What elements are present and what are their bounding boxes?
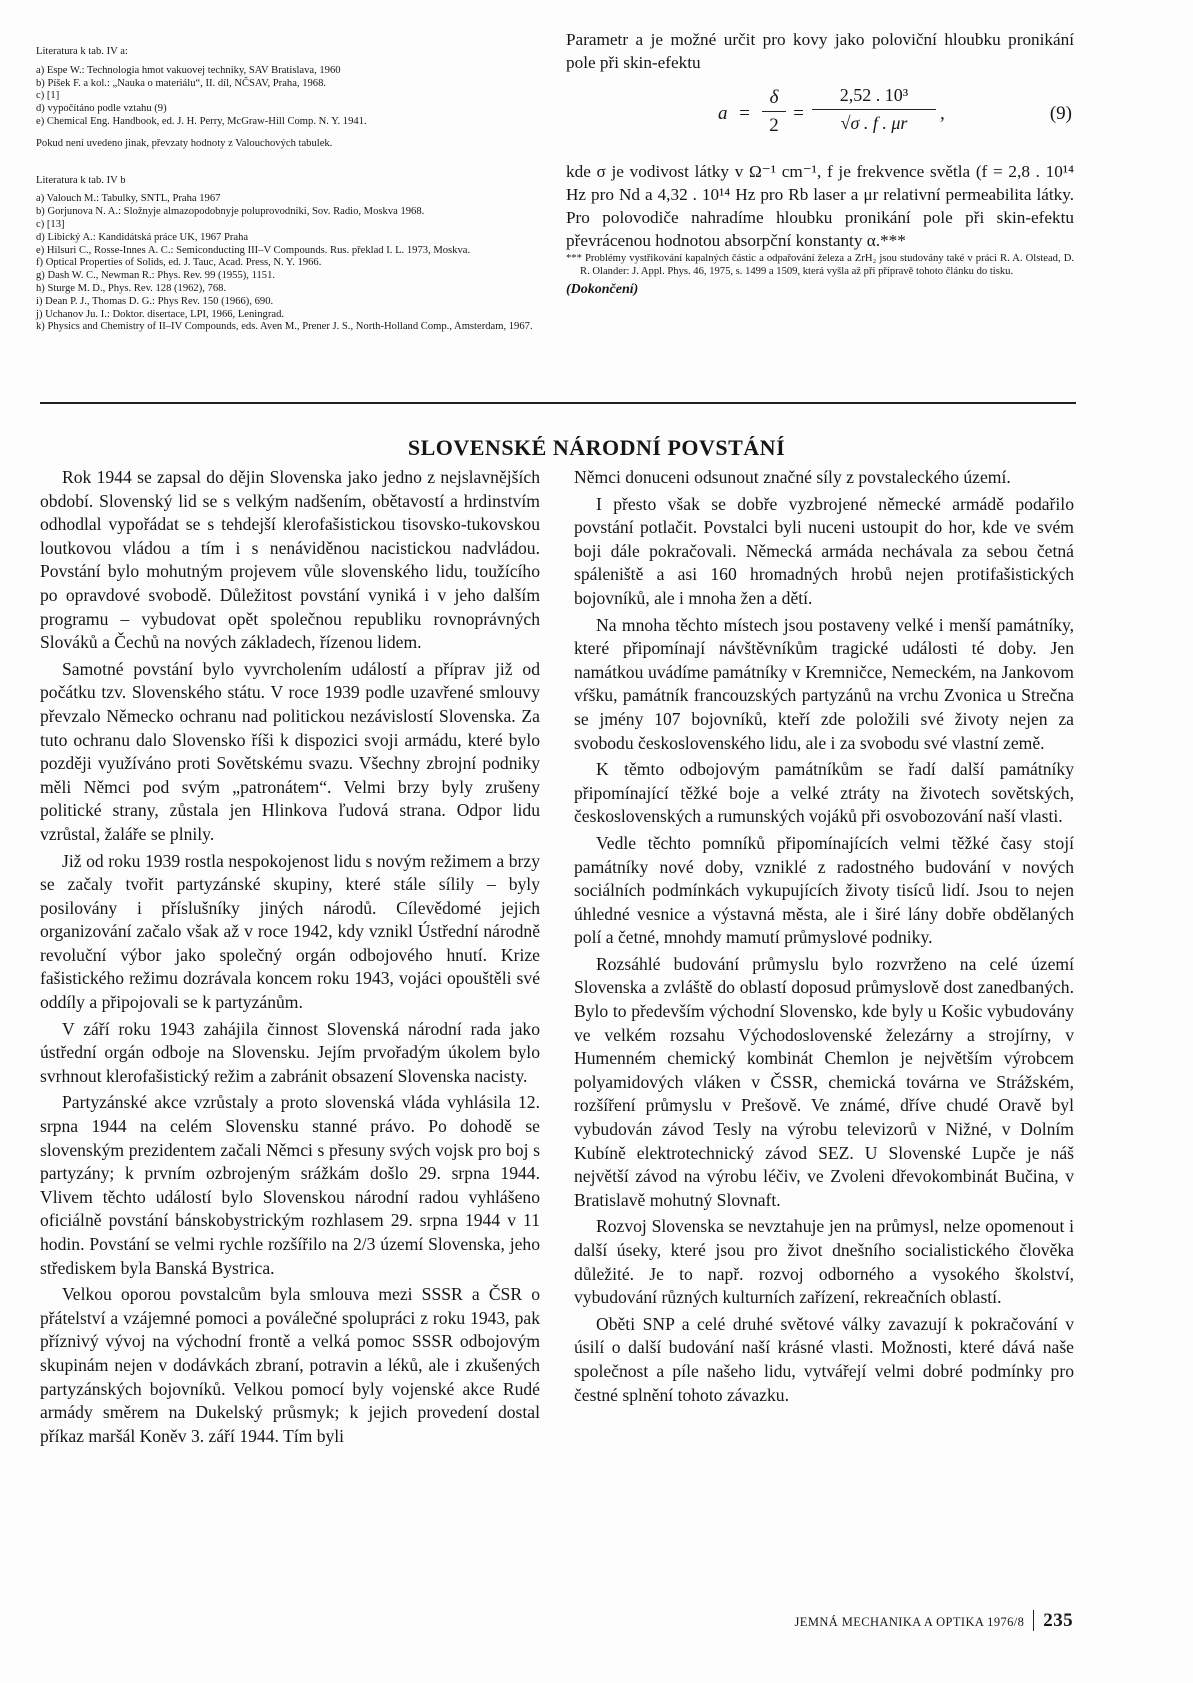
ref-item: g) Dash W. C., Newman R.: Phys. Rev. 99 (1955), 1151.: [36, 270, 276, 282]
refs-a-list: [36, 65, 566, 129]
previous-article-ending: [566, 28, 1074, 301]
equals-sign: =: [738, 103, 751, 124]
equation-9: [566, 78, 1074, 152]
article-ending-mark: (Dokončení): [566, 282, 639, 297]
equals-sign: =: [792, 103, 805, 124]
formula-intro: Parametr a je možné určit pro kovy jako poloviční hloubku pronikání pole při skin-efektu: [566, 30, 1074, 72]
article-title: SLOVENSKÉ NÁRODNÍ POVSTÁNÍ: [407, 434, 786, 460]
ref-item: e) Chemical Eng. Handbook, ed. J. H. Perry, McGraw-Hill Comp. N. Y. 1941.: [36, 115, 367, 127]
fraction-denominator: √σ . f . μr: [840, 113, 908, 133]
refs-b-list: [36, 193, 566, 334]
references-block: [36, 46, 566, 343]
ref-item: f) Optical Properties of Solids, ed. J. Tauc, Acad. Press, N. Y. 1966.: [36, 257, 322, 269]
paragraph: K těmto odbojovým památníkům se řadí další památníky připomínající těžké boje a velké ztráty na životech sovětských, československých a rumunských vojáků při osvobozování naší vlasti.: [574, 759, 1074, 827]
ref-item: a) Espe W.: Technologia hmot vakuovej techniky, SAV Bratislava, 1960: [36, 64, 341, 76]
fraction-bar: [762, 111, 786, 112]
paragraph: V září roku 1943 zahájila činnost Slovenská národní rada jako ústřední orgán odboje na Slovensku. Jejím prvořadým úkolem bylo svrhnout klerofašistický režim a zabránit obsazení Slovenska nacisty.: [40, 1018, 540, 1086]
paragraph: Partyzánské akce vzrůstaly a proto slovenská vláda vyhlásila 12. srpna 1944 na celém Slovensku stanné právo. Po dohodě se slovenským prezidentem začali Němci s přesuny svých vojsk pro boj s partyzány; k prvním ozbrojeným srážkám došlo 29. srpna 1944. Vlivem těchto událostí bylo Slovenskou národní radou vyhlášeno oficiálně povstání bánskobystrickým rozhlasem 29. srpna 1944 v 11 hodin. Povstání se velmi rychle rozšířilo na 2/3 území Slovenska, jeho střediskem byla Banská Bystrica.: [40, 1092, 540, 1278]
paragraph: Rozsáhlé budování průmyslu bylo rozvrženo na celé území Slovenska a zvláště do oblastí doposud průmyslově dost zanedbaných. Bylo to především východní Slovensko, kde byly u Košic vybudovány ve velkém rozsahu Východoslovenské železárny a strojírny, v Humenném chemický kombinát Chemlon je největším výrobcem polyamidových vláken v ČSSR, chemická továrna ve Strážském, rozšíření průmyslu v Prešově. Ve známé, dříve chudé Oravě byl vybudován závod Tesly na výrobu televizorů v Nižné, v Dolním Kubíně elektrotechnický závod SEZ. U Slovenské Lupče je náš největší závod na výrobu léčiv, ve Zvoleni dřevokombinát Bučina, v Bratislavě mohutný Slovnaft.: [574, 953, 1074, 1210]
paragraph: Vedle těchto pomníků připomínajících velmi těžké časy stojí památníky nové doby, vzniklé z radostného budování v nových sociálních podmínkách vykupujících životy tisíců lidí. Jsou to nejen úhledné vesnice a výstavná města, ale i širé lány dobře obdělaných polí a četné, mnohdy mamutí průmyslové podniky.: [574, 832, 1074, 948]
refs-a-heading: Literatura k tab. IV a:: [36, 46, 128, 57]
formula-explanation: kde σ je vodivost látky v Ω⁻¹ cm⁻¹, f je frekvence světla (f = 2,8 . 10¹⁴ Hz pro Nd a 4,32 . 10¹⁴ Hz pro Rb laser a μr relativní permeabilita látky. Pro polovodiče nahradíme hloubku pronikání pole při skin-efektu převrácenou hodnotou absorpční konstanty α.***: [566, 162, 1074, 250]
formula-comma: ,: [940, 103, 945, 124]
ref-item: b) Píšek F. a kol.: „Nauka o materiálu“, II. díl, NČSAV, Praha, 1968.: [36, 77, 327, 89]
ref-item: c) [13]: [36, 218, 65, 230]
paragraph: Rok 1944 se zapsal do dějin Slovenska jako jedno z nejslavnějších období. Slovenský lid se s velkým nadšením, obětavostí a hrdinstvím odhodlal vypořádat se s tehdejší klerofašistickou tisovsko-tukovskou loutkovou vládou a tím i s nenáviděnou nacistickou nadvládou. Povstání bylo mohutným projevem vůle slovenského lidu, toužícího po opravdové svobodě. Důležitost povstání vyniká i v jeho dalším programu – vybudovat opět společnou republiku rovnoprávných Slováků a Čechů na nových základech, řízenou lidem.: [40, 467, 540, 653]
fraction-numerator: 2,52 . 10³: [839, 85, 909, 105]
ref-item: d) Libický A.: Kandidátská práce UK, 1967 Praha: [36, 231, 249, 243]
refs-a-note: Pokud není uvedeno jinak, převzaty hodnoty z Valouchových tabulek.: [36, 137, 333, 149]
journal-name: JEMNÁ MECHANIKA A OPTIKA 1976/8: [794, 1615, 1025, 1629]
paragraph: Samotné povstání bylo vyvrcholením událostí a příprav již od počátku tzv. Slovenského státu. V roce 1939 podle uzavřené smlouvy převzalo Německo ochranu nad politickou nezávislostí Slovenska. Za tuto ochranu dalo Slovensko říši k dispozici svoji armádu, které bylo později využíváno proti Sovětskému svazu. Všechny zbrojní podniky měli Němci pod svým „patronátem“. Velmi brzy byly zrušeny politické strany, zůstala jen Hlinkova ľudová strana. Odpor lidu vzrůstal, žaláře se plnily.: [40, 658, 540, 844]
fraction-bar: [812, 109, 936, 110]
ref-item: c) [1]: [36, 90, 60, 102]
ref-item: i) Dean P. J., Thomas D. G.: Phys Rev. 150 (1966), 690.: [36, 295, 274, 307]
fraction-delta: [762, 86, 786, 137]
section-divider: [40, 402, 1076, 404]
ref-item: a) Valouch M.: Tabulky, SNTL, Praha 1967: [36, 193, 221, 205]
page-number: 235: [1033, 1610, 1073, 1631]
paragraph: Němci donuceni odsunout značné síly z povstaleckého území.: [574, 467, 1011, 487]
page-footer: [795, 1610, 1073, 1632]
refs-b-heading: Literatura k tab. IV b: [36, 174, 126, 186]
paragraph: Velkou oporou povstalcům byla smlouva mezi SSSR a ČSR o přátelství a vzájemné pomoci a poválečné spolupráci z roku 1943, pak příznivý vývoj na východní frontě a velká pomoc SSSR odbojovým skupinám nejen v dodávkách zbraní, potravin a léků, ale i zkušených partyzánských bojovníků. Velkou pomocí byly vojenské akce Rudé armády směrem na Dukelský průsmyk; k jejich provedení dostal příkaz maršál Koněv 3. září 1944. Tím byli: [40, 1284, 540, 1446]
paragraph: I přesto však se dobře vyzbrojené německé armádě podařilo povstání potlačit. Povstalci byli nuceni ustoupit do hor, kde ve svém boji dále pokračovali. Německá armáda nechávala za sebou četná spáleniště a asi 160 hromadných hrobů nejen protifašistických bojovníků, ale i mnoha žen a dětí.: [574, 493, 1074, 608]
fraction-main: [812, 84, 936, 135]
ref-item: d) vypočítáno podle vztahu (9): [36, 103, 167, 115]
ref-item: j) Uchanov Ju. I.: Doktor. disertace, LPI, 1966, Leningrad.: [36, 308, 285, 320]
ref-item: h) Sturge M. D., Phys. Rev. 128 (1962), 768.: [36, 282, 227, 294]
paragraph: Oběti SNP a celé druhé světové války zavazují k pokračování v úsilí o další budování naší krásné vlasti. Možnosti, které dává naše společnost a píle našeho lidu, vytvářejí velmi dobré podmínky pro čestné splnění tohoto závazku.: [574, 1313, 1074, 1405]
ref-item: k) Physics and Chemistry of II–IV Compounds, eds. Aven M., Prener J. S., North-Holland Comp., Amsterdam, 1967.: [36, 321, 533, 333]
paragraph: Na mnoha těchto místech jsou postaveny velké i menší památníky, které připomínají návštěvníkům tragické události té doby. Jen namátkou uvádíme památníky v Kremničce, Nemeckém, na Jankovom vŕšku, památník francouzských partyzánů na vrchu Zvonica u Strečna se jmény 107 bojovníků, kteří zde položili své životy nejen za svobodu československého lidu, ale i za svobodu své vlastní země.: [574, 614, 1074, 753]
article-column-left: [40, 466, 540, 1448]
fraction-denominator: 2: [769, 115, 779, 136]
paragraph: Rozvoj Slovenska se nevztahuje jen na průmysl, nelze opomenout i další úseky, které jsou pro život dnešního socialistického člověka důležité. Je to např. rozvoj odborného a vysokého školství, vybudování různých kulturních zařízení, rekreačních oblastí.: [574, 1216, 1074, 1308]
article-column-right: [574, 466, 1074, 1407]
formula-lhs: a: [718, 103, 728, 124]
paragraph: Již od roku 1939 rostla nespokojenost lidu s novým režimem a brzy se začaly tvořit partyzánské skupiny, které stále sílily – byly posilovány i příslušníky jiných národů. Cílevědomé jejich organizování začalo však až v roce 1942, kdy vznikl Ústřední národně revoluční výbor jako společný orgán odbojového hnutí. Krize fašistického režimu dozrávala koncem roku 1943, vojáci opouštěli své oddíly a připojovali se k partyzánům.: [40, 850, 540, 1013]
ref-item: b) Gorjunova N. A.: Složnyje almazopodobnyje poluprovodniki, Sov. Radio, Moskva 1968.: [36, 206, 425, 218]
ref-item: e) Hilsuri C., Rosse-Innes A. C.: Semiconducting III–V Compounds. Rus. překlad I. L. 1973, Moskva.: [36, 244, 471, 256]
equation-number: (9): [1049, 103, 1072, 124]
footnote: *** Problémy vystřikování kapalných částic a odpařování železa a ZrH₂ jsou studovány také v práci R. A. Olstead, D. R. Olander: J. Appl. Phys. 46, 1975, s. 1499 a 1509, která vyšla až při přípravě tohoto článku do tisku.: [566, 253, 1074, 277]
fraction-numerator: δ: [769, 87, 779, 108]
